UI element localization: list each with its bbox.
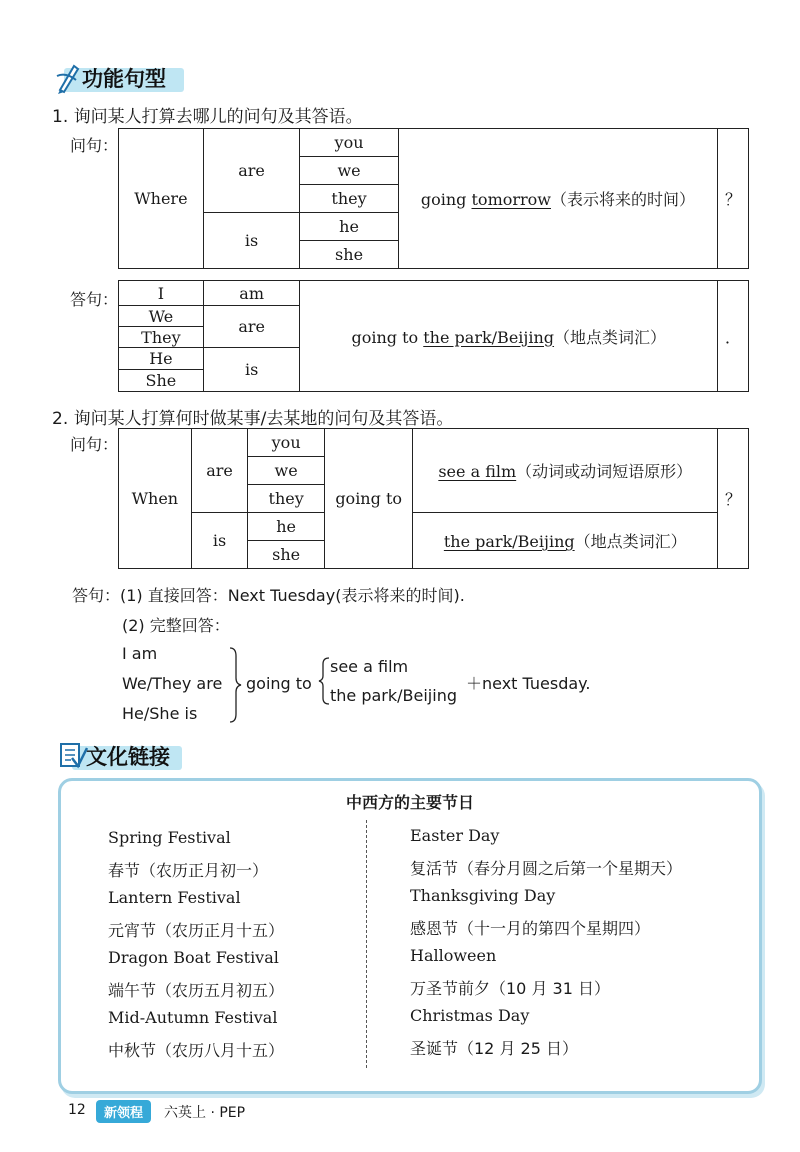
cell-is-2: is [203,348,300,392]
festival-left-6: Mid-Autumn Festival [108,1008,278,1027]
plus-next-tuesday: ＋next Tuesday. [466,674,591,693]
cell-is: is [203,213,300,269]
answer-direct: 答句：(1) 直接回答：Next Tuesday(表示将来的时间). [72,586,465,605]
place-blank-3: the park/Beijing [443,532,575,551]
cell-are-3: are [191,429,248,513]
film-blank: see a film [438,462,517,481]
place-blank: the park/Beijing [423,327,555,347]
cell-are: are [203,129,300,213]
question-2-heading: 2. 询问某人打算何时做某事/去某地的问句及其答语。 [52,409,454,429]
cell-he-cap: He [119,348,204,370]
cell-period: ． [718,281,749,392]
cell-where: Where [119,129,204,269]
ask-label: 问句： [70,136,119,155]
left-brace [318,656,330,706]
cell-you-3: you [248,429,325,457]
cell-we-3: we [248,457,325,485]
cell-are-2: are [203,306,300,348]
festival-left-4: Dragon Boat Festival [108,948,279,967]
festival-left-7: 中秋节（农历八月十五） [108,1041,285,1060]
brand-badge: 新领程 [96,1100,151,1123]
cell-we: we [300,157,399,185]
answer-label: 答句： [70,290,119,309]
festival-left-5: 端午节（农历五月初五） [108,981,285,1000]
cell-when: When [119,429,192,569]
page-number: 12 [68,1102,86,1118]
cell-going-tomorrow: going tomorrow（表示将来的时间） [398,129,717,269]
tomorrow-blank: tomorrow [471,190,551,209]
festival-right-0: Easter Day [410,826,500,845]
cell-she-cap: She [119,370,204,392]
section-header-functional-sentences [54,60,234,96]
festival-left-0: Spring Festival [108,828,231,847]
cell-we-cap: We [119,306,204,327]
festival-right-6: Christmas Day [410,1006,530,1025]
section-header-culture [58,738,238,774]
festival-heading: 中西方的主要节日 [345,793,474,812]
cell-she-3: she [248,541,325,569]
column-divider [366,820,367,1068]
festival-right-7: 圣诞节（12 月 25 日） [410,1039,578,1058]
ask-label-2: 问句： [70,435,119,454]
cell-going-to-3: going to [324,429,413,569]
festival-left-2: Lantern Festival [108,888,241,907]
subject-i-am: I am [122,644,158,663]
answer-full-label: (2) 完整回答： [122,616,230,635]
question-table-when [118,428,749,569]
cell-they: they [300,185,399,213]
section-title: 功能句型 [82,67,166,91]
cell-place-3: the park/Beijing（地点类词汇） [413,513,718,569]
going-to-text: going to [246,674,312,693]
cell-is-3: is [191,513,248,569]
question-table-where [118,128,749,269]
cell-he-3: he [248,513,325,541]
subject-we-they-are: We/They are [122,674,223,693]
festival-right-3: 感恩节（十一月的第四个星期四） [410,919,651,938]
cell-i: I [119,281,204,306]
festival-right-4: Halloween [410,946,497,965]
right-brace [228,646,242,724]
cell-question-mark-3: ？ [718,429,749,569]
cell-she: she [300,241,399,269]
cell-am: am [203,281,300,306]
cell-they-3: they [248,485,325,513]
cell-question-mark: ？ [718,129,749,269]
book-label: 六英上 · PEP [164,1105,246,1121]
answer-table-going-to [118,280,749,392]
option-see-film: see a film [330,657,409,676]
cell-see-film: see a film（动词或动词短语原形） [413,429,718,513]
cell-they-cap: They [119,327,204,348]
option-park-beijing: the park/Beijing [330,686,457,705]
subject-he-she-is: He/She is [122,704,198,723]
festival-left-1: 春节（农历正月初一） [108,861,269,880]
festival-right-2: Thanksgiving Day [410,886,556,905]
question-1-heading: 1. 询问某人打算去哪儿的问句及其答语。 [52,107,363,127]
festival-right-5: 万圣节前夕（10 月 31 日） [410,979,610,998]
cell-he: he [300,213,399,241]
festival-left-3: 元宵节（农历正月十五） [108,921,285,940]
cell-you: you [300,129,399,157]
cell-going-to-place: going to the park/Beijing（地点类词汇） [300,281,718,392]
notebook-check-icon [58,740,88,774]
pen-icon [54,62,82,98]
section-title-2: 文化链接 [86,745,170,769]
festival-right-1: 复活节（春分月圆之后第一个星期天） [410,859,683,878]
